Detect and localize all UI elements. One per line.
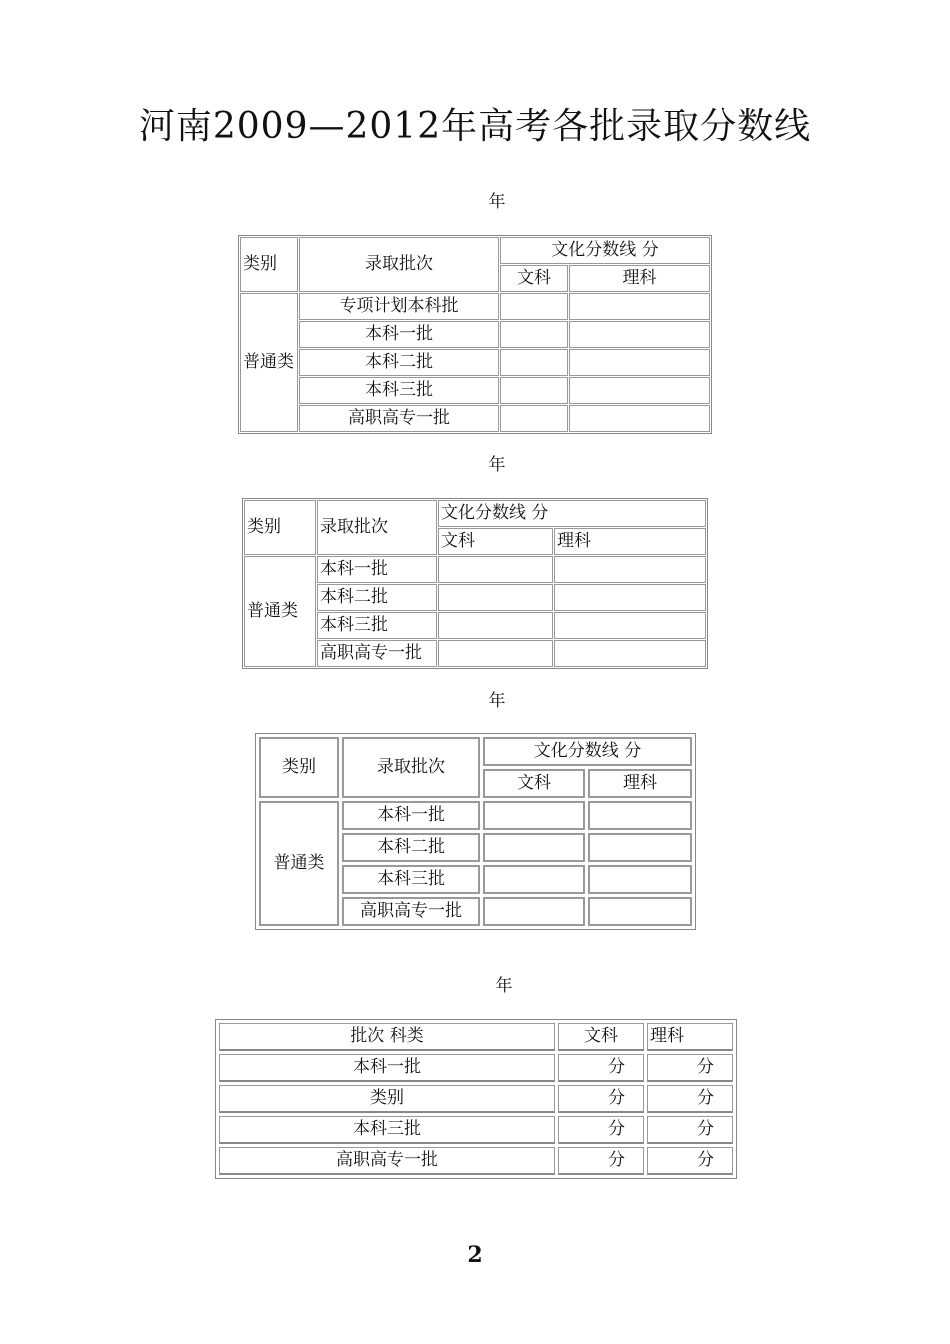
empty-cell (588, 865, 692, 894)
empty-cell (588, 833, 692, 862)
batch-cell: 高职高专一批 (317, 640, 437, 667)
empty-cell (554, 556, 706, 583)
liberal-score: 分 (558, 1147, 644, 1175)
batch-cell: 本科三批 (299, 377, 499, 404)
batch-cell: 专项计划本科批 (299, 293, 499, 320)
empty-cell (483, 801, 585, 830)
batch-cell: 高职高专一批 (219, 1147, 555, 1175)
batch-cell: 本科三批 (317, 612, 437, 639)
page-title: 河南2009—2012年高考各批录取分数线 (138, 106, 812, 147)
empty-cell (500, 377, 568, 404)
science-score: 分 (647, 1054, 733, 1082)
batch-cell: 本科一批 (299, 321, 499, 348)
empty-cell (483, 865, 585, 894)
empty-cell (588, 897, 692, 926)
header-science: 理科 (588, 769, 692, 798)
batch-cell: 本科三批 (342, 865, 480, 894)
header-score-group: 文化分数线 分 (438, 500, 706, 527)
year-label-4: 年 (495, 976, 513, 996)
page-number: 2 (467, 1242, 483, 1268)
liberal-score: 分 (558, 1054, 644, 1082)
science-score: 分 (647, 1085, 733, 1113)
batch-cell: 本科一批 (219, 1054, 555, 1082)
score-table-1 (238, 235, 712, 434)
header-liberal: 文科 (438, 528, 553, 555)
liberal-score: 分 (558, 1116, 644, 1144)
batch-cell: 高职高专一批 (342, 897, 480, 926)
header-batch: 录取批次 (299, 237, 499, 292)
header-category: 类别 (259, 737, 339, 798)
header-liberal: 文科 (500, 265, 568, 292)
header-score-group: 文化分数线 分 (483, 737, 692, 766)
empty-cell (554, 612, 706, 639)
empty-cell (483, 897, 585, 926)
empty-cell (438, 556, 553, 583)
empty-cell (500, 293, 568, 320)
empty-cell (500, 349, 568, 376)
header-science: 理科 (569, 265, 710, 292)
empty-cell (500, 405, 568, 432)
header-batch: 批次 科类 (219, 1023, 555, 1051)
empty-cell (438, 584, 553, 611)
batch-cell: 本科二批 (317, 584, 437, 611)
header-batch: 录取批次 (317, 500, 437, 555)
science-score: 分 (647, 1147, 733, 1175)
empty-cell (569, 293, 710, 320)
batch-cell: 本科一批 (342, 801, 480, 830)
header-batch: 录取批次 (342, 737, 480, 798)
empty-cell (500, 321, 568, 348)
year-label-2: 年 (488, 455, 506, 475)
header-liberal: 文科 (483, 769, 585, 798)
science-score: 分 (647, 1116, 733, 1144)
batch-cell: 本科二批 (299, 349, 499, 376)
empty-cell (588, 801, 692, 830)
liberal-score: 分 (558, 1085, 644, 1113)
empty-cell (438, 640, 553, 667)
batch-cell: 类别 (219, 1085, 555, 1113)
header-liberal: 文科 (558, 1023, 644, 1051)
year-label-3: 年 (488, 691, 506, 711)
empty-cell (569, 321, 710, 348)
header-science: 理科 (554, 528, 706, 555)
year-label-1: 年 (488, 192, 506, 212)
batch-cell: 本科三批 (219, 1116, 555, 1144)
batch-cell: 本科二批 (342, 833, 480, 862)
group-label: 普通类 (244, 556, 316, 667)
group-label: 普通类 (240, 293, 298, 432)
empty-cell (483, 833, 585, 862)
batch-cell: 本科一批 (317, 556, 437, 583)
header-score-group: 文化分数线 分 (500, 237, 710, 264)
header-science: 理科 (647, 1023, 733, 1051)
header-category: 类别 (244, 500, 316, 555)
batch-cell: 高职高专一批 (299, 405, 499, 432)
score-table-3 (255, 733, 696, 930)
header-category: 类别 (240, 237, 298, 292)
empty-cell (554, 584, 706, 611)
score-table-4 (215, 1019, 737, 1179)
empty-cell (554, 640, 706, 667)
empty-cell (569, 349, 710, 376)
empty-cell (569, 405, 710, 432)
empty-cell (438, 612, 553, 639)
group-label: 普通类 (259, 801, 339, 926)
score-table-2 (242, 498, 708, 669)
empty-cell (569, 377, 710, 404)
